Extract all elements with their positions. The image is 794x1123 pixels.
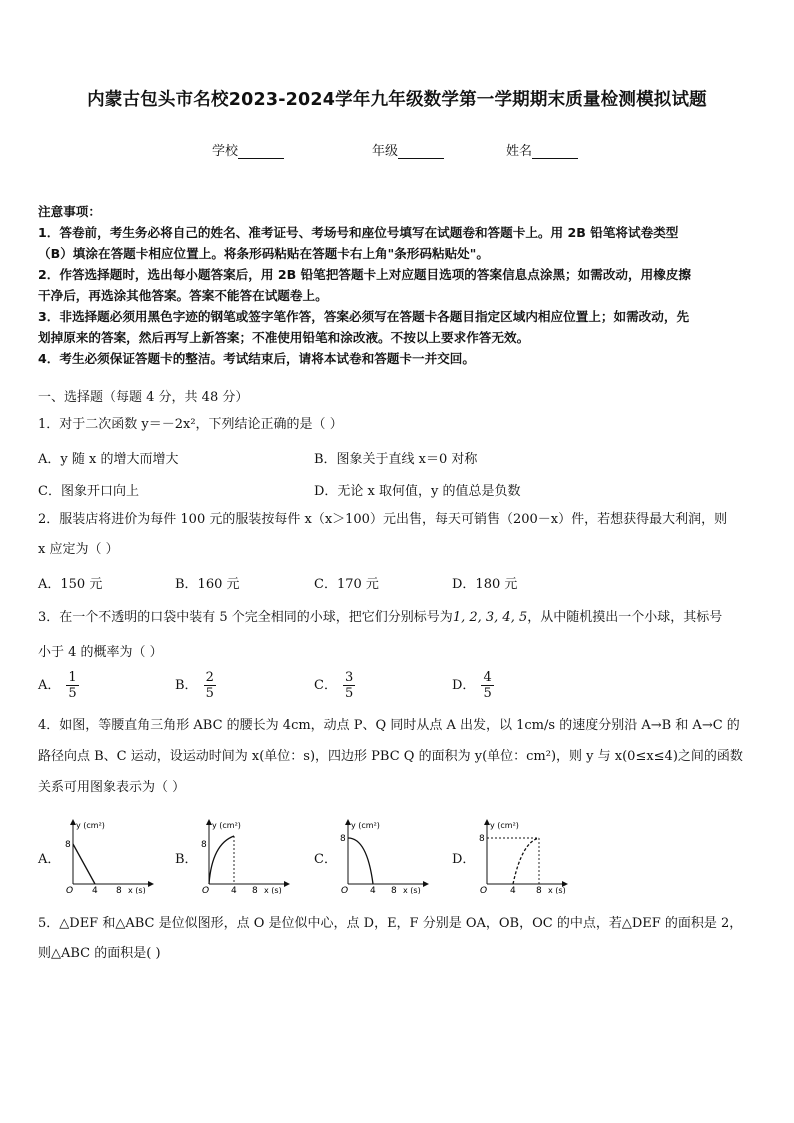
q3-option-d[interactable] xyxy=(452,670,494,701)
notice-line: 2．作答选择题时，选出每小题答案后，用 2B 铅笔把答题卡上对应题目选项的答案信息点涂黑；如需改动，用橡皮擦 xyxy=(38,267,691,282)
q4-option-b[interactable]: B． xyxy=(175,852,198,867)
tick-label-y8: 8 xyxy=(479,834,485,844)
fraction xyxy=(343,670,355,701)
notice-line: 干净后，再选涂其他答案。答案不能答在试题卷上。 xyxy=(38,288,328,303)
notice-line: 1．答卷前，考生务必将自己的姓名、准考证号、考场号和座位号填写在试题卷和答题卡上。用 2B 铅笔将试卷类型 xyxy=(38,225,679,240)
q2-stem-line2: x 应定为（ ） xyxy=(38,542,119,557)
tick-label-x8: 8 xyxy=(116,886,122,894)
notice-line: 4．考生必须保证答题卡的整洁。考试结束后，请将本试卷和答题卡一并交回。 xyxy=(38,351,475,366)
school-label: 学校 xyxy=(212,144,239,159)
school-field xyxy=(212,140,284,159)
q1-option-b[interactable]: B．图象关于直线 x＝0 对称 xyxy=(314,452,478,467)
x-axis-label: x (s) xyxy=(403,886,421,894)
graph-curve xyxy=(209,836,234,884)
q3-ball-labels: 1, 2, 3, 4, 5 xyxy=(452,610,528,625)
graph-curve xyxy=(513,838,539,884)
tick-label-y8: 8 xyxy=(65,840,71,850)
q5-stem-line2: 则△ABC 的面积是( ) xyxy=(38,946,161,961)
q5-stem-line1: 5．△DEF 和△ABC 是位似图形，点 O 是位似中心，点 D，E，F 分别是 OA，OB，OC 的中点，若△DEF 的面积是 2， xyxy=(38,916,743,931)
q3-option-c-label: C． xyxy=(314,678,337,693)
q3-option-c[interactable] xyxy=(314,670,355,701)
tick-label-y8: 8 xyxy=(201,840,207,850)
tick-label-x4: 4 xyxy=(231,886,237,894)
origin-label: O xyxy=(202,886,210,894)
q3-option-d-label: D． xyxy=(452,678,476,693)
origin-label: O xyxy=(66,886,74,894)
q1-option-c[interactable]: C．图象开口向上 xyxy=(38,484,139,499)
name-field xyxy=(506,140,578,159)
tick-label-x8: 8 xyxy=(536,886,542,894)
origin-label: O xyxy=(480,886,488,894)
q3-option-a[interactable] xyxy=(38,670,79,701)
q3-option-b[interactable] xyxy=(175,670,216,701)
origin-label: O xyxy=(341,886,349,894)
tick-label-x4: 4 xyxy=(92,886,98,894)
q3-text-a: 3．在一个不透明的口袋中装有 5 个完全相同的小球，把它们分别标号为 xyxy=(38,610,453,625)
y-axis-label: y (cm²) xyxy=(212,821,241,830)
notice-line: 划掉原来的答案，然后再写上新答案；不准使用铅笔和涂改液。不按以上要求作答无效。 xyxy=(38,330,530,345)
q4-option-a[interactable]: A． xyxy=(38,852,61,867)
y-axis-label: y (cm²) xyxy=(490,821,519,830)
x-axis-label: x (s) xyxy=(548,886,566,894)
school-blank[interactable] xyxy=(238,145,284,159)
fraction-numerator: 4 xyxy=(483,670,492,685)
q2-option-d[interactable]: D．180 元 xyxy=(452,577,518,592)
fraction xyxy=(66,670,78,701)
graph-curve xyxy=(348,838,373,884)
y-axis-label: y (cm²) xyxy=(76,821,105,830)
grade-field xyxy=(372,140,444,159)
q1-option-d[interactable]: D．无论 x 取何值，y 的值总是负数 xyxy=(314,484,521,499)
q3-text-b: ，从中随机摸出一个小球，其标号 xyxy=(527,610,723,625)
tick-label-x4: 4 xyxy=(510,886,516,894)
x-axis-label: x (s) xyxy=(128,886,146,894)
fraction-denominator: 5 xyxy=(483,686,492,701)
q4-graph-d xyxy=(472,814,572,894)
tick-label-x4: 4 xyxy=(370,886,376,894)
tick-label-x8: 8 xyxy=(391,886,397,894)
q4-stem-line3: 关系可用图象表示为（ ） xyxy=(38,780,186,795)
q2-option-b[interactable]: B．160 元 xyxy=(175,577,240,592)
q4-graph-c xyxy=(333,814,433,894)
q3-stem-line2: 小于 4 的概率为（ ） xyxy=(38,645,163,660)
notice-line: 3．非选择题必须用黑色字迹的钢笔或签字笔作答，答案必须写在答题卡各题目指定区域内相应位置上；如需改动，先 xyxy=(38,309,690,324)
notice-heading: 注意事项： xyxy=(38,204,101,219)
fraction xyxy=(481,670,493,701)
page-title: 内蒙古包头市名校2023-2024学年九年级数学第一学期期末质量检测模拟试题 xyxy=(87,90,707,110)
fraction-numerator: 2 xyxy=(205,670,214,685)
fraction xyxy=(204,670,216,701)
q4-option-d[interactable]: D． xyxy=(452,852,476,867)
q2-option-c[interactable]: C．170 元 xyxy=(314,577,379,592)
grade-blank[interactable] xyxy=(398,145,444,159)
grade-label: 年级 xyxy=(372,144,399,159)
q2-option-a[interactable]: A．150 元 xyxy=(38,577,103,592)
name-label: 姓名 xyxy=(506,144,533,159)
q3-option-b-label: B． xyxy=(175,678,198,693)
fraction-denominator: 5 xyxy=(344,686,354,701)
notice-line: （B）填涂在答题卡相应位置上。将条形码粘贴在答题卡右上角"条形码粘贴处"。 xyxy=(38,246,489,261)
q3-option-a-label: A． xyxy=(38,678,61,693)
fraction-numerator: 3 xyxy=(344,670,354,685)
q4-stem-line1: 4．如图，等腰直角三角形 ABC 的腰长为 4cm，动点 P、Q 同时从点 A 出发，以 1cm/s 的速度分别沿 A→B 和 A→C 的 xyxy=(38,718,740,733)
graph-line xyxy=(73,844,95,884)
tick-label-x8: 8 xyxy=(252,886,258,894)
q2-stem-line1: 2．服装店将进价为每件 100 元的服装按每件 x（x＞100）元出售，每天可销售（200－x）件，若想获得最大利润，则 xyxy=(38,512,728,527)
q1-option-a[interactable]: A．y 随 x 的增大而增大 xyxy=(38,452,179,467)
notice-block xyxy=(38,201,760,369)
section-heading: 一、选择题（每题 4 分，共 48 分） xyxy=(38,390,249,405)
y-axis-label: y (cm²) xyxy=(351,821,380,830)
tick-label-y8: 8 xyxy=(340,834,346,844)
fraction-denominator: 5 xyxy=(205,686,214,701)
x-axis-label: x (s) xyxy=(264,886,282,894)
fraction-denominator: 5 xyxy=(68,686,77,701)
q4-option-c[interactable]: C． xyxy=(314,852,337,867)
q4-stem-line2: 路径向点 B、C 运动，设运动时间为 x(单位：s)，四边形 PBC Q 的面积为 y(单位：cm²)，则 y 与 x(0≤x≤4)之间的函数 xyxy=(38,749,743,764)
q3-stem-line1 xyxy=(38,608,722,628)
fraction-numerator: 1 xyxy=(68,670,77,685)
name-blank[interactable] xyxy=(532,145,578,159)
q4-graph-a xyxy=(58,814,158,894)
q1-stem: 1．对于二次函数 y＝－2x²，下列结论正确的是（ ） xyxy=(38,417,343,432)
q4-graph-b xyxy=(194,814,294,894)
